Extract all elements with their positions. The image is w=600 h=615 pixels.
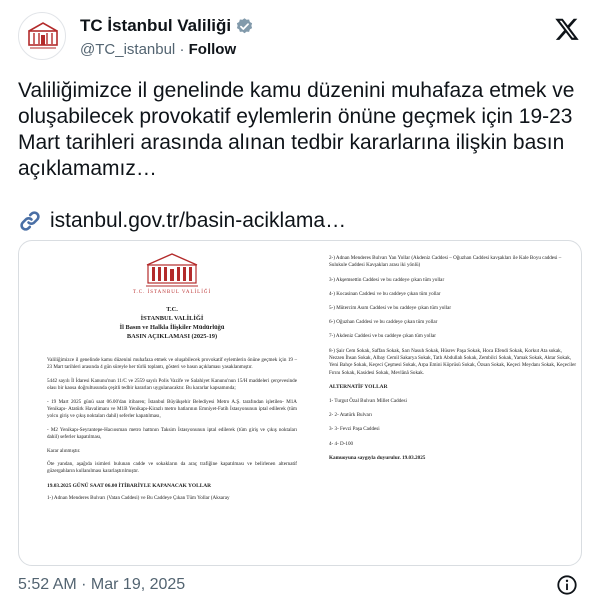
doc-list-item: 8-) Şair Cem Sokak, Saffan Sokak, Sarı Nasuh Sokak, Hüsrev Paşa Sokak, Hoca Efendi Sokak, Korkut Ata sokak, Nezzen İhsan Sokak, Albay Cemil Sakarya Sokak, Tatlı Abdullah Sokak, Zembilci Sokak, Yamak Sokak, Aktar Sokak, Yeni Bahçe Sokak, Keçeci Çeşmesi Sokak, Arpa Emini Köprüsü Sokak, Özsan Sokak, Keçeci Meydanı Sokak, Keçeciler Fırını Sokak, Kasidesi Sokak, Mevlânâ Sokak. — [329, 347, 577, 376]
tweet-link[interactable] — [18, 208, 346, 234]
doc-paragraph: Karar alınmıştır. — [47, 447, 81, 454]
display-name-row[interactable] — [80, 16, 254, 36]
tweet-text: Valiliğimizce il genelinde kamu düzenini muhafaza etmek ve oluşabilecek provokatif eylemlerin önüne geçmek için 19-23 Mart tarihleri arasında alınan tedbir kararlarına ilişkin basın açıklamamız… — [18, 79, 575, 180]
x-logo-icon[interactable] — [554, 16, 580, 42]
doc-paragraph: Valiliğimizce il genelinde kamu düzenini muhafaza etmek ve oluşabilecek provokatif eylemlerin önüne geçmek için 19 – 23 Mart tarihleri arasında 4 gün süreyle her türlü toplantı, gösteri ve basın açıklaması yasaklanmıştır. — [47, 357, 297, 371]
doc-list-item: 4-) Kocasinan Caddesi ve bu caddeye çıkan tüm yollar — [329, 290, 441, 297]
doc-section-heading: ALTERNATİF YOLLAR — [329, 384, 388, 391]
verified-badge-icon — [235, 17, 254, 36]
link-icon — [18, 209, 42, 233]
doc-list-item: 6-) Oğuzhan Caddesi ve bu caddeye çıkan tüm yollar — [329, 319, 438, 326]
doc-title-mudurluk: İl Basın ve Halkla İlişkiler Müdürlüğü — [119, 324, 225, 331]
follow-button[interactable]: Follow — [188, 41, 237, 58]
doc-section-heading: 19.03.2025 GÜNÜ SAAT 06.00 İTİBARİYLE KAPANACAK YOLLAR — [47, 482, 212, 489]
doc-closing: Kamuoyuna saygıyla duyurulur. 19.03.2025 — [329, 454, 426, 461]
handle-line — [80, 41, 254, 58]
doc-alt-road: 3- 3- Fevzi Paşa Caddesi — [329, 426, 380, 433]
doc-logo-caption: T.C. İSTANBUL VALİLİĞİ — [132, 290, 212, 295]
timestamp[interactable]: 5:52 AM · Mar 19, 2025 — [18, 576, 186, 593]
doc-paragraph: Öte yandan, aşağıda isimleri bulunan cadde ve sokakların da araç trafiğine kapatılması ve belirlenen alternatif güzergahların kullanılması kararlaştırılmıştır. — [47, 461, 297, 475]
press-release-image[interactable] — [18, 240, 582, 566]
doc-list-item: 2-) Adnan Menderes Bulvarı Yan Yollar (Akdeniz Caddesi – Oğuzhan Caddesi kavşakları ile Kale Boyu caddesi – Sulukule Caddesi Kavşakları arası iki yönlü) — [329, 255, 562, 269]
doc-list-item: 1-) Adnan Menderes Bulvarı (Vatan Caddesi) ve Bu Caddeye Çıkan Tüm Yollar (Aksaray — [47, 494, 230, 501]
doc-right-column — [329, 255, 577, 461]
doc-list-item: 5-) Mütercim Asım Caddesi ve bu caddeye çıkan tüm yollar — [329, 305, 452, 312]
handle[interactable]: @TC_istanbul — [80, 41, 176, 58]
valilik-building-icon — [19, 13, 66, 60]
tweet-footer — [18, 574, 582, 598]
doc-alt-road: 2- 2- Atatürk Bulvarı — [329, 412, 372, 419]
doc-list-item: 7-) Akdeniz Caddesi ve bu caddeye çıkan tüm yollar — [329, 333, 436, 340]
doc-title-valilik: İSTANBUL VALİLİĞİ — [140, 315, 204, 322]
doc-title-aciklama: BASIN AÇIKLAMASI (2025-19) — [126, 333, 218, 340]
display-name[interactable]: TC İstanbul Valiliği — [80, 16, 232, 35]
doc-left-column — [47, 251, 297, 502]
tweet-header — [18, 12, 582, 62]
info-icon[interactable] — [556, 574, 578, 596]
link-text[interactable]: istanbul.gov.tr/basin-aciklama… — [50, 209, 347, 232]
doc-title-tc: T.C. — [166, 306, 178, 313]
doc-paragraph: - M2 Yenikapı-Seyrantepe-Hacıosman metro hattının Taksim İstasyonunun iptal edilerek (tüm giriş ve çıkış noktaları dahil) seferler kapatılması, — [47, 426, 297, 441]
doc-alt-road: 1- Turgut Özal Bulvarı Millet Caddesi — [329, 398, 407, 405]
doc-paragraph: 5442 sayılı İl İdaresi Kanunu'nun 11/C ve 2559 sayılı Polis Vazife ve Salahiyet Kanunu'nun 15/H maddeleri çerçevesinde olası bir kaosa doğrultusunda çeşitli tedbir kararları uygulanacaktır. Bu kararlar kapsamında; — [47, 377, 297, 392]
separator: · — [179, 41, 185, 58]
doc-paragraph: - 19 Mart 2025 günü saat 06.00'dan itibaren; İstanbul Büyükşehir Belediyesi Metro A.Ş. tarafından işletilen- M1A Yenikapı- Atatürk Havalimanı ve M1B Yenikapı-Kirazlı metro hatlarının Emniyet-Fatih İstasyonunun iptal edilerek (tüm yolcu giriş ve çıkış noktaları dahil) seferler kapatılması, — [47, 398, 297, 420]
avatar[interactable] — [18, 12, 66, 60]
doc-alt-road: 4- 4- D-100 — [329, 440, 354, 447]
doc-list-item: 3-) Akşemsettin Caddesi ve bu caddeye çıkan tüm yollar — [329, 276, 445, 283]
valilik-building-icon — [143, 251, 201, 289]
